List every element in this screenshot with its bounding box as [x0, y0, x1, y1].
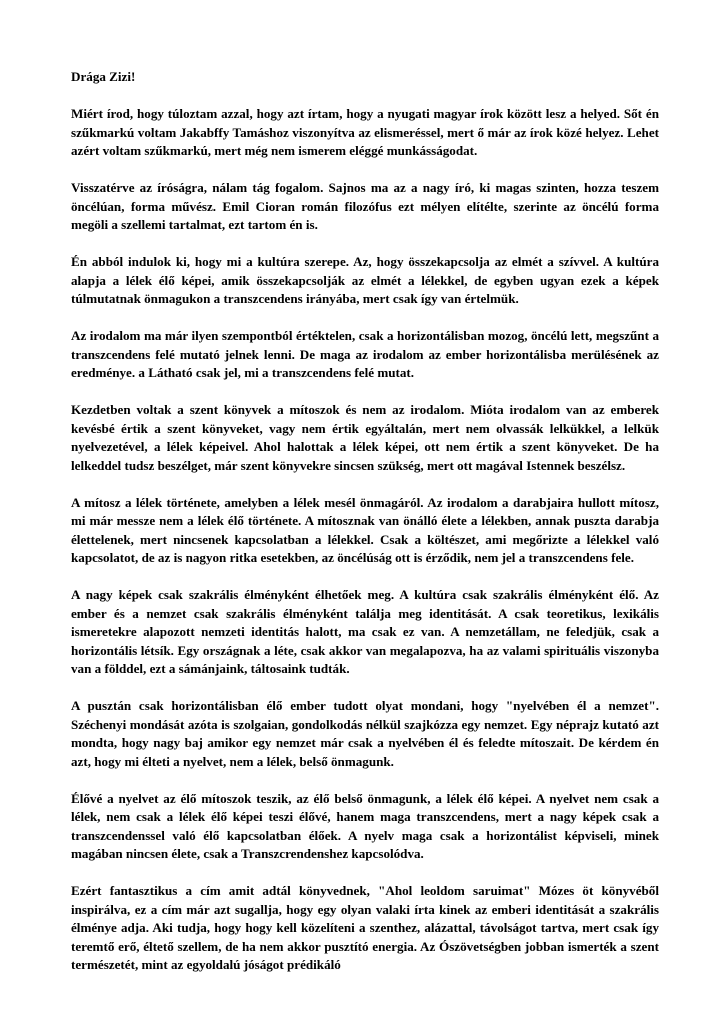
letter-page	[71, 68, 659, 975]
paragraph-9: Élővé a nyelvet az élő mítoszok teszik, az élő belső önmagunk, a lélek élő képei. A nyelvet nem csak a lélek, nem csak a lélek élő képei teszi élővé, hanem maga transzcendens, mert a nagy képek csak a transzcendenssel való élő kapcsolatban élőek. A nyelv maga csak a horizontálist képviseli, minek magában nincsen élete, csak a Transzcrendenshez kapcsolódva.	[71, 790, 659, 861]
letter-greeting: Drága Zizi!	[71, 69, 136, 84]
paragraph-4: Az irodalom ma már ilyen szempontból értéktelen, csak a horizontálisban mozog, öncélú lett, megszűnt a transzcendens felé mutató jelnek lenni. De maga az irodalom az ember horizontálisba merülésének az eredménye. a Látható csak jel, mi a transzcendens felé mutat.	[71, 328, 659, 380]
paragraph-8: A pusztán csak horizontálisban élő ember tudott olyat mondani, hogy "nyelvében él a nemzet". Széchenyi mondását azóta is szolgaian, gondolkodás nélkül szajkózza egy nemzet. Egy néprajz kutató azt mondta, hogy nagy baj amikor egy nemzet már csak a nyelvében él és feledte mítoszait. De kérdem én azt, hogy mi élteti a nyelvet, nem a lélek, belső önmagunk.	[71, 698, 659, 769]
paragraph-1: Miért írod, hogy túloztam azzal, hogy azt írtam, hogy a nyugati magyar írok között lesz a helyed. Sőt én szűkmarkú voltam Jakabffy Tamáshoz viszonyítva az elismeréssel, mert ő már az írok közé helyez. Lehet azért voltam szűkmarkú, mert még nem ismerem eléggé munkásságodat.	[71, 106, 659, 158]
paragraph-6: A mítosz a lélek története, amelyben a lélek mesél önmagáról. Az irodalom a darabjaira hullott mítosz, mi már messze nem a lélek élő története. A mítosznak van önálló élete a lélekben, annak puszta darabja élettelenek, mert nincsenek kapcsolatban a lélekkel. Csak a költészet, ami megőrizte a lélekkel való kapcsolatot, de az is nagyon ritka esetekben, az öncélúság ott is érződik, nem jel a transzcendens fele.	[71, 494, 659, 565]
paragraph-5: Kezdetben voltak a szent könyvek a mítoszok és nem az irodalom. Mióta irodalom van az emberek kevésbé értik a szent könyveket, vagy nem értik egyáltalán, mert nem olvassák lelkükkel, a lelkük nyelvezetével, a lélek képeivel. Ahol halottak a lélek képei, ott nem értik a szent könyveket. De ha lelkeddel tudsz beszélget, már szent könyvekre sincsen szükség, mert ott magával Istennek beszélsz.	[71, 402, 659, 473]
paragraph-7: A nagy képek csak szakrális élményként élhetőek meg. A kultúra csak szakrális élményként élő. Az ember és a nemzet csak szakrális élményként találja meg identitását. A csak teoretikus, lexikális ismeretekre alapozott nemzeti identitás halott, ma csak ez van. A nemzetállam, ne feledjük, csak a horizontális létsík. Egy országnak a léte, csak akkor van megalapozva, ha az valami spirituális viszonyba van a földdel, ezt a sámánjaink, táltosaink tudták.	[71, 587, 659, 676]
paragraph-2: Visszatérve az íróságra, nálam tág fogalom. Sajnos ma az a nagy író, ki magas szinten, hozza teszem öncélúan, forma művész. Emil Cioran román filozófus ezt mélyen elítélte, szerinte az öncélú forma megöli a szellemi tartalmat, ezt tartom én is.	[71, 180, 659, 232]
paragraph-10: Ezért fantasztikus a cím amit adtál könyvednek, "Ahol leoldom saruimat" Mózes öt könyvéből inspirálva, ez a cím már azt sugallja, hogy egy olyan valaki írta kinek az emberi identitását a szakrális élménye adja. Aki tudja, hogy hogy kell közelíteni a szenthez, alázattal, távolságot tartva, mert csak így teremtő erő, éltető szellem, de ha nem akkor pusztító energia. Az Ószövetségben jobban ismerték a szent természetét, mint az egyoldalú jóságot prédikáló	[71, 883, 659, 972]
paragraph-3: Én abból indulok ki, hogy mi a kultúra szerepe. Az, hogy összekapcsolja az elmét a szívvel. A kultúra alapja a lélek élő képei, amik összekapcsolják az elmét a lélekkel, de egyben ugyan ezek a képek túlmutatnak önmagukon a transzcendens irányába, mert csak így van értelmük.	[71, 254, 659, 306]
